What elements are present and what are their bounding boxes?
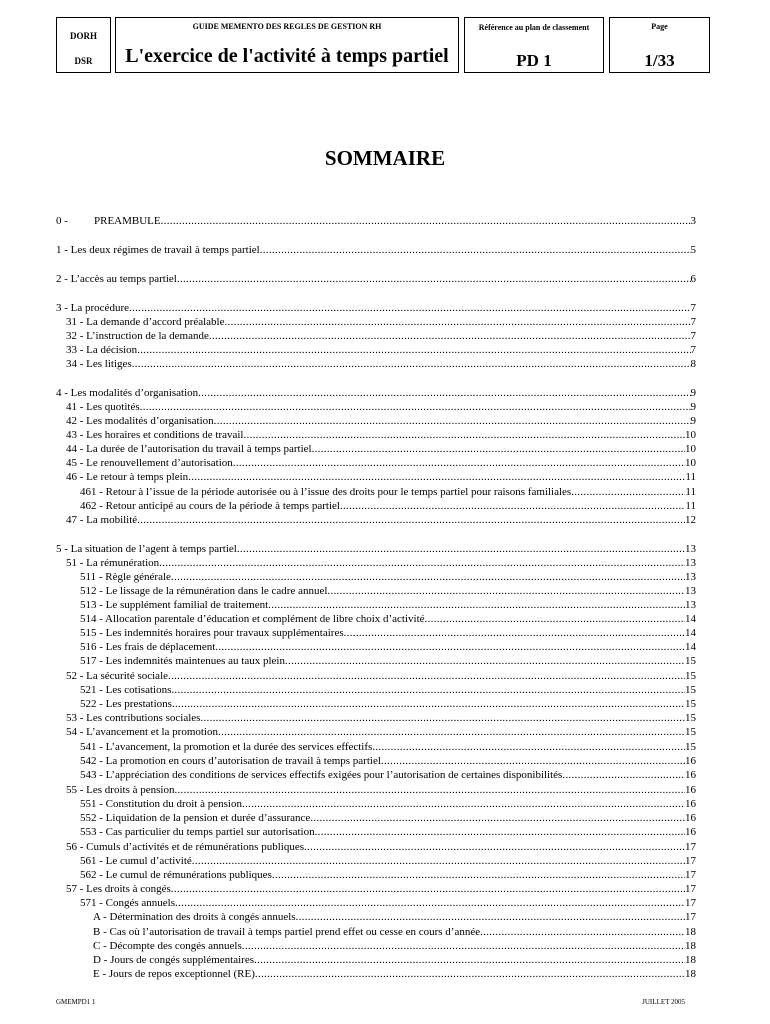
toc-entry[interactable] [93, 926, 696, 939]
toc-entry[interactable] [80, 798, 696, 811]
toc-entry-label: 3 - La procédure [56, 302, 129, 314]
toc-entry-label: 51 - La rémunération [66, 557, 160, 569]
toc-entry-label: 571 - Congés annuels [80, 897, 176, 909]
toc-entry[interactable] [93, 940, 696, 953]
toc-entry-page: 6 [690, 273, 696, 285]
toc-entry[interactable] [93, 911, 696, 924]
page-title: SOMMAIRE [324, 146, 446, 170]
toc-leader-dots [175, 897, 685, 910]
toc-entry[interactable] [66, 841, 696, 854]
toc-entry[interactable] [80, 826, 696, 839]
toc-entry-label: 562 - Le cumul de rémunérations publiques [80, 869, 272, 881]
toc-entry[interactable] [66, 557, 696, 570]
toc-entry-page: 11 [685, 500, 696, 512]
toc-entry[interactable] [66, 457, 696, 470]
toc-entry[interactable] [93, 968, 696, 981]
toc-entry[interactable] [80, 486, 696, 499]
toc-leader-dots [296, 911, 685, 924]
org-dsr: DSR [74, 56, 93, 66]
toc-entry-page: 16 [685, 812, 696, 824]
header-page-box [609, 17, 710, 73]
toc-entry-page: 5 [690, 244, 696, 256]
toc-leader-dots [214, 415, 691, 428]
toc-entry-page: 9 [690, 387, 696, 399]
toc-leader-dots [215, 641, 685, 654]
toc-entry-page: 15 [685, 670, 696, 682]
page-label: Page [651, 22, 668, 31]
toc-entry[interactable] [56, 543, 696, 556]
toc-leader-dots [225, 316, 691, 329]
toc-entry-page: 10 [685, 457, 696, 469]
toc-leader-dots [268, 599, 685, 612]
toc-leader-dots [312, 443, 685, 456]
toc-leader-dots [327, 585, 685, 598]
toc-entry-label: 2 - L’accès au temps partiel [56, 273, 177, 285]
toc-entry[interactable] [80, 599, 696, 612]
footer-date: JUILLET 2005 [642, 998, 685, 1006]
toc-entry-page: 13 [685, 571, 696, 583]
toc-entry[interactable] [80, 741, 696, 754]
toc-entry-page: 13 [685, 585, 696, 597]
toc-leader-dots [381, 755, 685, 768]
toc-entry-page: 11 [685, 486, 696, 498]
toc-leader-dots [188, 471, 685, 484]
toc-entry[interactable] [66, 712, 696, 725]
toc-entry-page: 16 [685, 826, 696, 838]
org-dorh: DORH [70, 31, 97, 41]
toc-entry-page: 7 [690, 316, 696, 328]
toc-entry-label: 512 - Le lissage de la rémunération dans le cadre annuel [80, 585, 328, 597]
toc-entry-page: 18 [685, 954, 696, 966]
toc-entry-label: 515 - Les indemnités horaires pour travaux supplémentaires [80, 627, 344, 639]
toc-entry-page: 17 [685, 897, 696, 909]
toc-leader-dots [132, 358, 691, 371]
toc-entry-page: 10 [685, 443, 696, 455]
toc-leader-dots [255, 968, 685, 981]
toc-entry[interactable] [80, 684, 696, 697]
toc-entry[interactable] [66, 883, 696, 896]
toc-entry-page: 18 [685, 940, 696, 952]
toc-entry-page: 10 [685, 429, 696, 441]
toc-entry-label: 552 - Liquidation de la pension et durée d’assurance [80, 812, 311, 824]
toc-leader-dots [200, 712, 685, 725]
toc-entry-label: 514 - Allocation parentale d’éducation et complément de libre choix d’activité [80, 613, 425, 625]
toc-entry-page: 15 [685, 684, 696, 696]
toc-entry-label: 521 - Les cotisations [80, 684, 172, 696]
toc-entry[interactable] [56, 215, 696, 228]
toc-entry[interactable] [66, 514, 696, 527]
toc-entry-label: 561 - Le cumul d’activité [80, 855, 192, 867]
toc-leader-dots [233, 457, 685, 470]
toc-entry-page: 16 [685, 755, 696, 767]
header-reference-box [464, 17, 604, 73]
toc-leader-dots [340, 500, 685, 513]
toc-entry-label: 31 - La demande d’accord préalable [66, 316, 225, 328]
toc-entry-label: 553 - Cas particulier du temps partiel sur autorisation [80, 826, 315, 838]
toc-entry-page: 17 [685, 855, 696, 867]
toc-entry[interactable] [66, 429, 696, 442]
toc-entry[interactable] [80, 627, 696, 640]
toc-entry-label: B - Cas où l’autorisation de travail à temps partiel prend effet ou cesse en cours d’année [93, 926, 481, 938]
toc-entry-label: 32 - L’instruction de la demande [66, 330, 209, 342]
toc-leader-dots [161, 215, 691, 228]
toc-entry-label: 522 - Les prestations [80, 698, 172, 710]
toc-entry-page: 14 [685, 613, 696, 625]
toc-entry-page: 18 [685, 926, 696, 938]
toc-entry-label: 47 - La mobilité [66, 514, 138, 526]
toc-entry-page: 9 [690, 401, 696, 413]
toc-leader-dots [562, 769, 685, 782]
toc-entry-label: 1 - Les deux régimes de travail à temps partiel [56, 244, 260, 256]
toc-entry-label: C - Décompte des congés annuels [93, 940, 242, 952]
toc-entry-page: 7 [690, 302, 696, 314]
toc-entry-page: 8 [690, 358, 696, 370]
toc-entry[interactable] [66, 471, 696, 484]
toc-leader-dots [285, 655, 685, 668]
reference-label: Référence au plan de classement [478, 23, 590, 32]
toc-entry-label: 4 - Les modalités d’organisation [56, 387, 199, 399]
toc-entry-page: 7 [690, 344, 696, 356]
toc-entry-page: 17 [685, 883, 696, 895]
toc-leader-dots [304, 841, 685, 854]
toc-entry-label: 41 - Les quotités [66, 401, 140, 413]
toc-leader-dots [171, 684, 685, 697]
toc-entry-page: 17 [685, 841, 696, 853]
toc-leader-dots [140, 401, 691, 414]
toc-leader-dots [174, 784, 685, 797]
toc-leader-dots [137, 344, 690, 357]
header-org-box [56, 17, 111, 73]
toc-entry[interactable] [80, 655, 696, 668]
toc-entry-label: 461 - Retour à l’issue de la période autorisée ou à l’issue des droits pour le temps partiel pour raisons familiales [80, 486, 572, 498]
toc-entry[interactable] [66, 670, 696, 683]
toc-entry-number: 0 - [56, 215, 68, 227]
toc-entry-label: 34 - Les litiges [66, 358, 132, 370]
footer-doc-code: GMEMPD1 1 [56, 998, 96, 1006]
toc-entry[interactable] [80, 641, 696, 654]
toc-leader-dots [171, 571, 685, 584]
toc-leader-dots [242, 940, 685, 953]
toc-entry-page: 16 [685, 784, 696, 796]
toc-entry-label: 43 - Les horaires et conditions de travail [66, 429, 244, 441]
toc-entry[interactable] [80, 897, 696, 910]
toc-entry-label: 543 - L’appréciation des conditions de services effectifs exigées pour l’autorisation de certaines disponibilités [80, 769, 563, 781]
toc-entry[interactable] [80, 585, 696, 598]
toc-entry-label: 517 - Les indemnités maintenues au taux plein [80, 655, 285, 667]
toc-entry-page: 15 [685, 726, 696, 738]
toc-entry-page: 13 [685, 599, 696, 611]
toc-leader-dots [209, 330, 691, 343]
toc-entry-page: 15 [685, 655, 696, 667]
toc-entry[interactable] [80, 500, 696, 513]
document-title: L'exercice de l'activité à temps partiel [125, 45, 449, 67]
toc-entry-page: 17 [685, 869, 696, 881]
toc-entry-page: 14 [685, 641, 696, 653]
toc-entry-label: 56 - Cumuls d’activités et de rémunérations publiques [66, 841, 304, 853]
toc-entry[interactable] [66, 401, 696, 414]
toc-leader-dots [192, 855, 685, 868]
toc-entry[interactable] [80, 613, 696, 626]
toc-entry-label: 542 - La promotion en cours d’autorisation de travail à temps partiel [80, 755, 381, 767]
toc-leader-dots [198, 387, 690, 400]
toc-entry-label: 55 - Les droits à pension [66, 784, 175, 796]
toc-entry-label: A - Détermination des droits à congés annuels [93, 911, 296, 923]
toc-entry-page: 12 [685, 514, 696, 526]
toc-entry-page: 7 [690, 330, 696, 342]
toc-entry[interactable] [66, 358, 696, 371]
toc-entry-label: 551 - Constitution du droit à pension [80, 798, 242, 810]
toc-entry-page: 16 [685, 769, 696, 781]
toc-leader-dots [177, 273, 691, 286]
toc-leader-dots [272, 869, 685, 882]
toc-entry-page: 18 [685, 968, 696, 980]
toc-leader-dots [254, 954, 685, 967]
toc-entry-label: 513 - Le supplément familial de traitement [80, 599, 269, 611]
toc-entry-page: 9 [690, 415, 696, 427]
toc-entry-label: 44 - La durée de l’autorisation du travail à temps partiel [66, 443, 312, 455]
toc-entry[interactable] [66, 316, 696, 329]
toc-entry[interactable] [66, 784, 696, 797]
toc-entry[interactable] [56, 302, 696, 315]
toc-leader-dots [310, 812, 685, 825]
toc-entry-label: D - Jours de congés supplémentaires [93, 954, 254, 966]
reference-value: PD 1 [516, 51, 552, 70]
toc-leader-dots [243, 429, 685, 442]
toc-leader-dots [237, 543, 685, 556]
toc-entry[interactable] [66, 726, 696, 739]
toc-leader-dots [425, 613, 685, 626]
toc-leader-dots [159, 557, 685, 570]
toc-leader-dots [344, 627, 685, 640]
toc-entry-page: 14 [685, 627, 696, 639]
toc-leader-dots [260, 244, 691, 257]
toc-entry-page: 15 [685, 741, 696, 753]
toc-leader-dots [242, 798, 685, 811]
toc-entry-page: 13 [685, 557, 696, 569]
toc-entry-label: 45 - Le renouvellement d’autorisation [66, 457, 233, 469]
toc-leader-dots [480, 926, 685, 939]
toc-entry[interactable] [66, 344, 696, 357]
page-number: 1/33 [644, 51, 675, 70]
toc-entry[interactable] [66, 415, 696, 428]
toc-leader-dots [571, 486, 685, 499]
toc-entry-page: 13 [685, 543, 696, 555]
toc-entry[interactable] [66, 443, 696, 456]
toc-entry[interactable] [80, 698, 696, 711]
toc-entry-label: 462 - Retour anticipé au cours de la période à temps partiel [80, 500, 340, 512]
guide-label: GUIDE MEMENTO DES REGLES DE GESTION RH [192, 22, 382, 31]
toc-leader-dots [315, 826, 685, 839]
toc-entry[interactable] [80, 571, 696, 584]
toc-entry-page: 16 [685, 798, 696, 810]
toc-entry-label: PREAMBULE [94, 215, 161, 227]
toc-entry-page: 17 [685, 911, 696, 923]
toc-entry-label: 33 - La décision [66, 344, 138, 356]
toc-entry-label: 46 - Le retour à temps plein [66, 471, 189, 483]
toc-entry-label: 42 - Les modalités d’organisation [66, 415, 214, 427]
toc-entry-label: E - Jours de repos exceptionnel (RE) [93, 968, 255, 980]
toc-entry-label: 516 - Les frais de déplacement [80, 641, 216, 653]
toc-leader-dots [171, 883, 685, 896]
toc-leader-dots [218, 726, 685, 739]
toc-entry-label: 53 - Les contributions sociales [66, 712, 201, 724]
toc-entry-page: 15 [685, 712, 696, 724]
toc-entry-label: 541 - L’avancement, la promotion et la durée des services effectifs [80, 741, 373, 753]
toc-entry-page: 11 [685, 471, 696, 483]
toc-entry-label: 52 - La sécurité sociale [66, 670, 169, 682]
toc-leader-dots [372, 741, 685, 754]
toc-entry[interactable] [80, 769, 696, 782]
toc-entry[interactable] [93, 954, 696, 967]
toc-entry[interactable] [56, 244, 696, 257]
toc-entry-label: 5 - La situation de l’agent à temps partiel [56, 543, 237, 555]
toc-leader-dots [129, 302, 691, 315]
toc-leader-dots [172, 698, 685, 711]
toc-entry[interactable] [80, 855, 696, 868]
toc-entry-label: 54 - L’avancement et la promotion [66, 726, 219, 738]
toc-entry-label: 511 - Règle générale [80, 571, 171, 583]
toc-entry-label: 57 - Les droits à congés [66, 883, 171, 895]
toc-leader-dots [168, 670, 685, 683]
toc-entry-page: 3 [690, 215, 696, 227]
toc-entry[interactable] [56, 387, 696, 400]
toc-entry[interactable] [80, 812, 696, 825]
toc-entry[interactable] [56, 273, 696, 286]
header-title-box [115, 17, 459, 73]
toc-entry[interactable] [80, 869, 696, 882]
toc-leader-dots [137, 514, 685, 527]
toc-entry[interactable] [66, 330, 696, 343]
toc-entry[interactable] [80, 755, 696, 768]
toc-entry-page: 15 [685, 698, 696, 710]
